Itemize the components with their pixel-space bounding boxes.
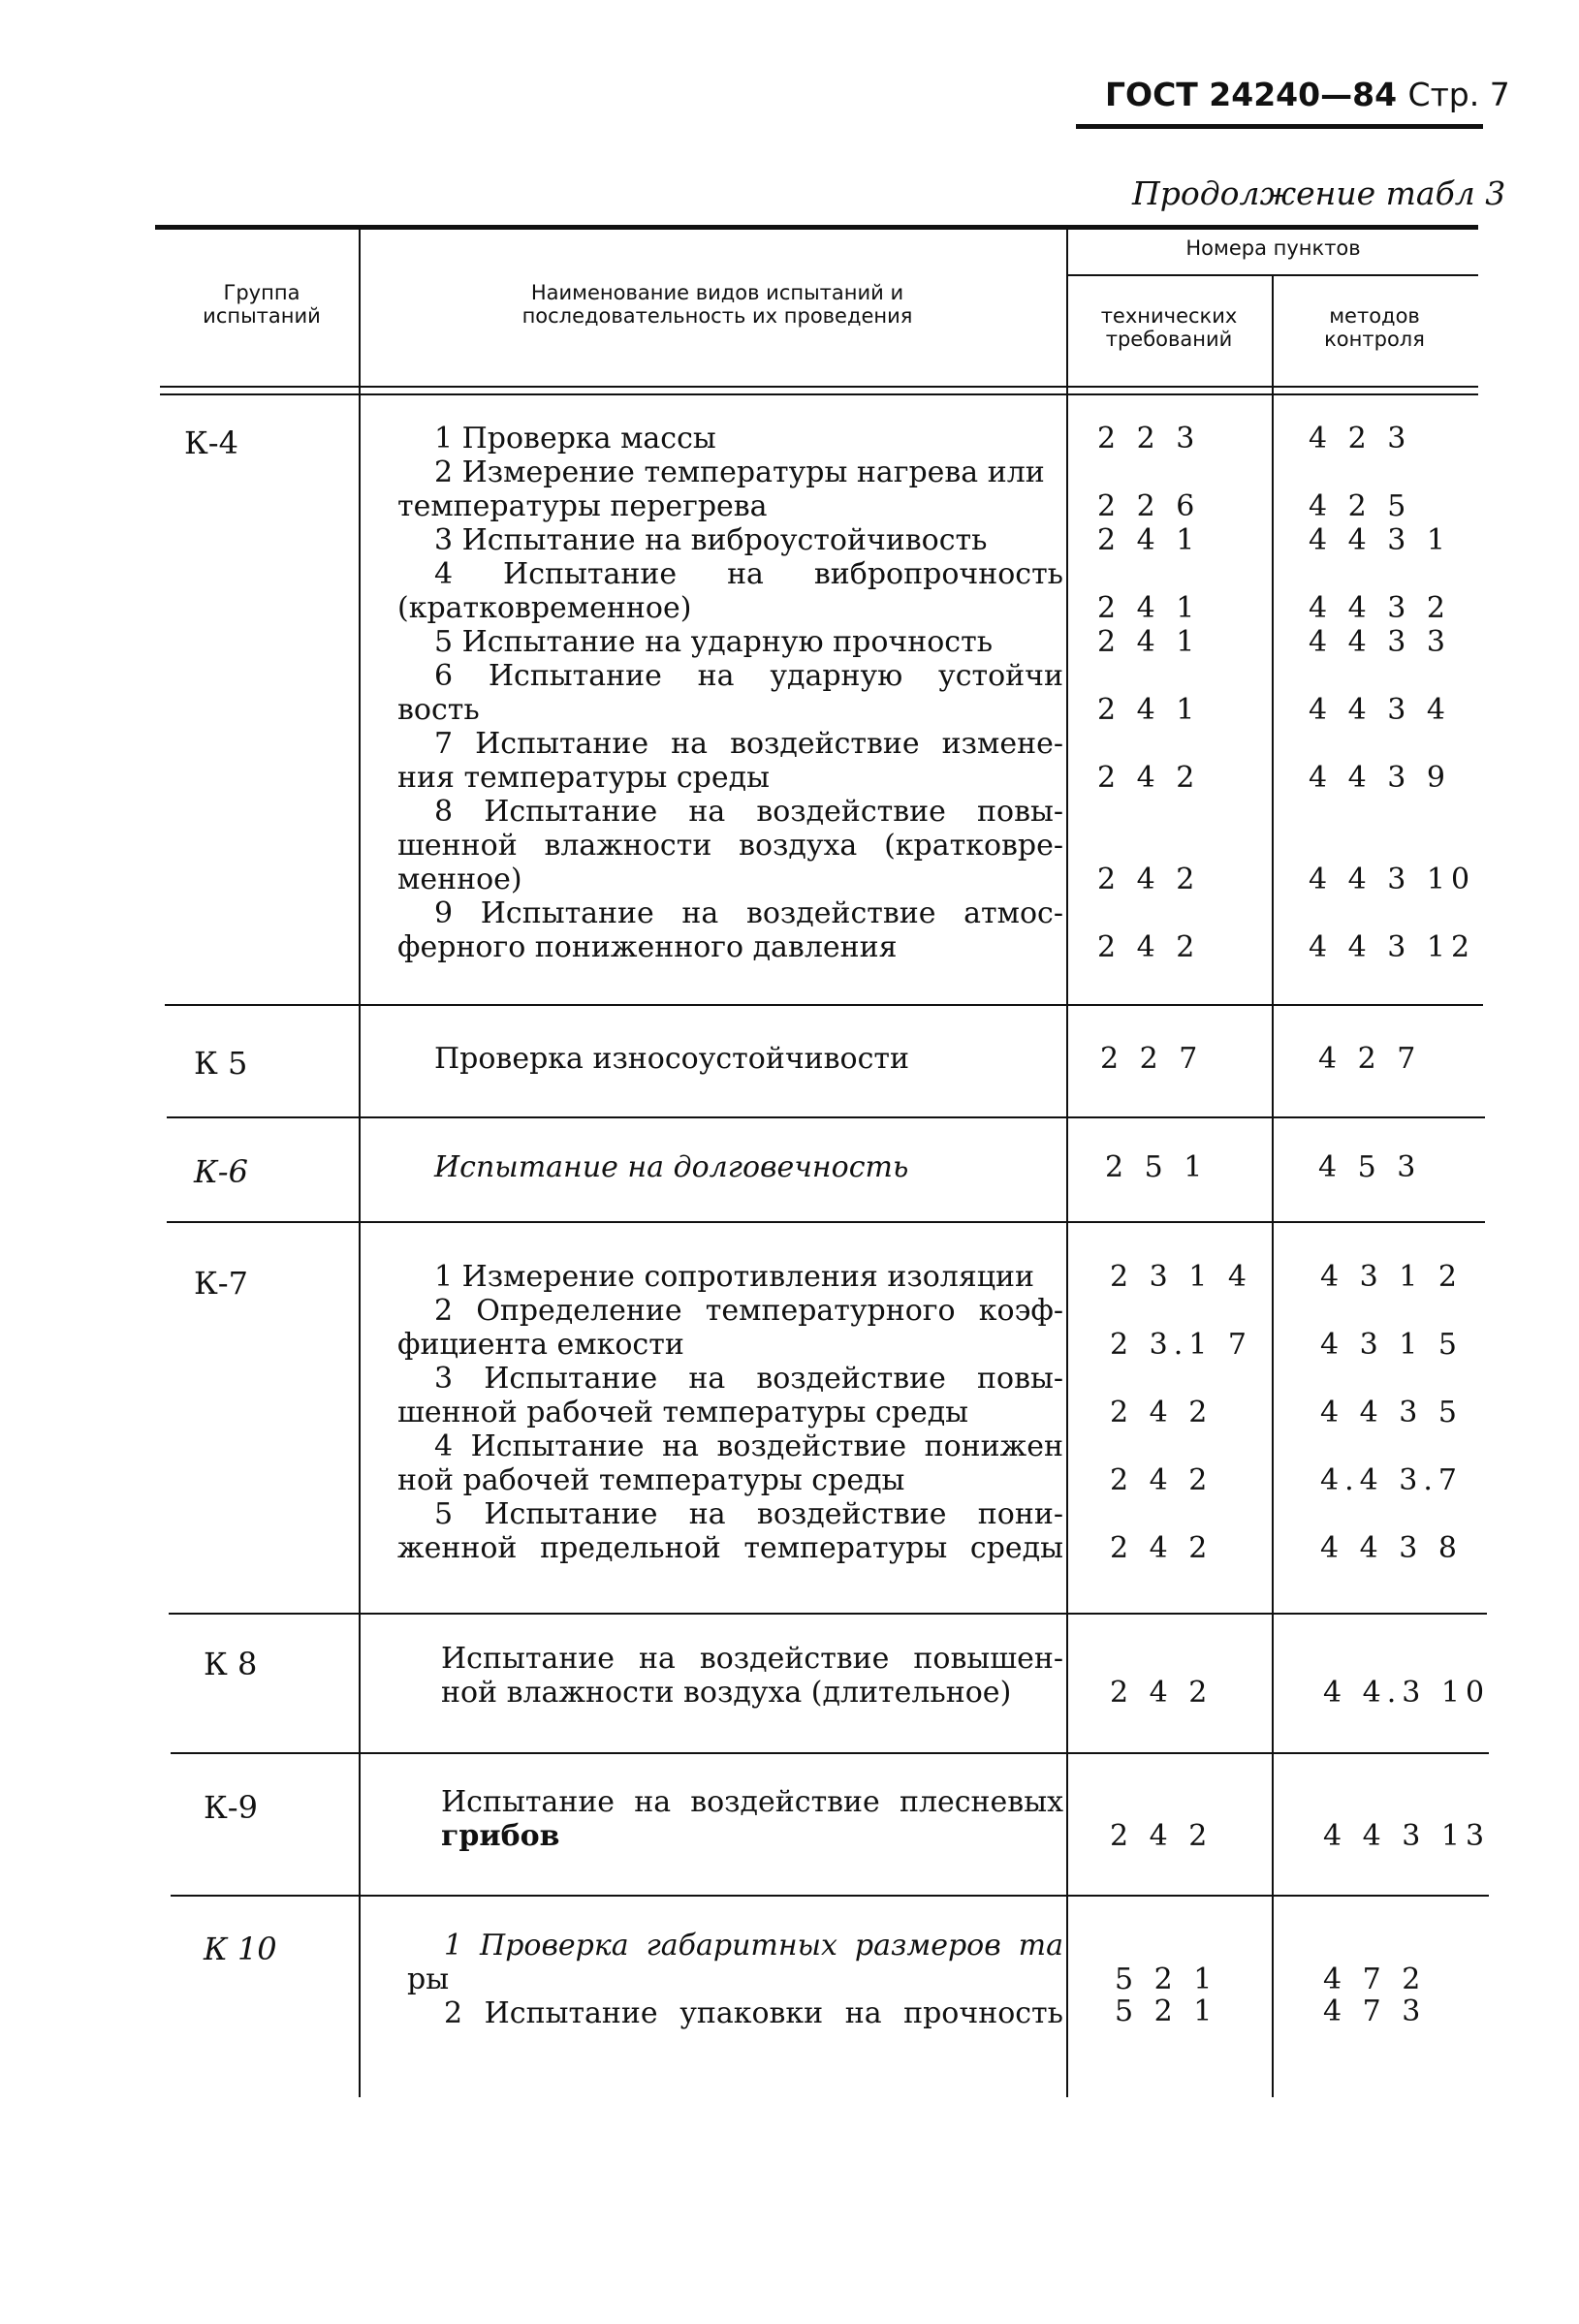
test-description-cell (397, 1150, 1063, 1184)
tech-req-number: 2 4 2 (1110, 1531, 1214, 1565)
method-number: 4 4 3 4 (1309, 693, 1451, 727)
group-cell: К 10 (204, 1931, 277, 1967)
method-number: 4 2 5 (1309, 489, 1412, 523)
test-description-cell (441, 1785, 1063, 1853)
test-line: шенной влажности воздуха (кратковре- (397, 829, 1063, 863)
test-line: фициента емкости (397, 1328, 684, 1362)
method-number: 4 5 3 (1318, 1150, 1422, 1184)
test-line: ферного пониженного давления (397, 930, 898, 964)
test-description-cell (397, 422, 1063, 964)
column-divider-group (359, 227, 361, 2097)
test-line: 8 Испытание на воздействие повы- (434, 795, 1063, 829)
group-cell: К-4 (184, 424, 238, 461)
method-number: 4 3 1 2 (1320, 1260, 1463, 1294)
method-number: 4 4 3 8 (1320, 1531, 1463, 1565)
method-number: 4 4 3 5 (1320, 1396, 1463, 1429)
method-number: 4 4 3 3 (1309, 625, 1451, 659)
tech-req-number: 2 4 2 (1097, 761, 1201, 795)
header-bottom-rule-1 (160, 386, 1478, 388)
tech-req-number: 5 2 1 (1115, 1994, 1218, 2028)
column-header-methods: методов контроля (1324, 304, 1425, 351)
test-line: 9 Испытание на воздействие атмос- (434, 896, 1063, 930)
group-cell: К-9 (204, 1789, 258, 1826)
method-number: 4 4 3 12 (1309, 930, 1476, 964)
test-line: 1 Проверка массы (434, 422, 716, 455)
column-divider-name (1066, 227, 1068, 2097)
method-number: 4 7 2 (1323, 1963, 1427, 1996)
method-number: 4 4 3 13 (1323, 1819, 1491, 1853)
test-line: 2 Определение температурного коэф- (434, 1294, 1063, 1328)
test-line: вость (397, 693, 480, 727)
test-line: 4 Испытание на воздействие понижен (434, 1429, 1063, 1463)
tech-req-number: 2 2 6 (1097, 489, 1201, 523)
tech-req-number: 2 4 2 (1110, 1819, 1214, 1853)
tech-req-number: 2 4 1 (1097, 693, 1201, 727)
column-divider-numbers (1272, 275, 1274, 2097)
test-line: шенной рабочей температуры среды (397, 1396, 969, 1429)
group-cell: К-7 (194, 1265, 248, 1302)
row-separator (167, 1116, 1485, 1118)
column-header-name: Наименование видов испытаний и последовательность их проведения (521, 281, 913, 328)
method-number: 4 7 3 (1323, 1994, 1427, 2028)
tech-req-number: 2 4 1 (1097, 591, 1201, 625)
test-line: 5 Испытание на воздействие пони- (434, 1497, 1063, 1531)
page-header (1105, 76, 1510, 113)
group-cell: К 5 (194, 1045, 248, 1082)
test-line: температуры перегрева (397, 489, 768, 523)
test-line: Испытание на долговечность (434, 1150, 909, 1184)
test-line: ния температуры среды (397, 761, 770, 795)
group-cell: К-6 (194, 1153, 248, 1190)
method-number: 4 4 3 9 (1309, 761, 1451, 795)
header-rule (1076, 124, 1483, 129)
test-line: женной предельной температуры среды (397, 1531, 1063, 1565)
test-description-cell (397, 1260, 1063, 1565)
row-separator (169, 1613, 1487, 1615)
column-header-numbers: Номера пунктов (1185, 236, 1361, 260)
method-number: 4.4 3.7 (1320, 1463, 1463, 1497)
tech-req-number: 2 2 3 (1097, 422, 1201, 455)
test-line: 1 Измерение сопротивления изоляции (434, 1260, 1035, 1294)
test-description-cell (407, 1929, 1063, 2030)
method-number: 4 2 3 (1309, 422, 1412, 455)
header-bottom-rule-2 (160, 393, 1478, 395)
tech-req-number: 2 4 2 (1110, 1676, 1214, 1710)
test-line: ной влажности воздуха (длительное) (441, 1676, 1012, 1710)
table-top-rule (155, 225, 1478, 230)
tech-req-number: 2 4 2 (1097, 930, 1201, 964)
tech-req-number: 2 4 2 (1097, 863, 1201, 896)
group-cell: К 8 (204, 1646, 258, 1682)
page-number: Стр. 7 (1407, 76, 1510, 113)
test-line: 6 Испытание на ударную устойчи (434, 659, 1063, 693)
test-description-cell (397, 1042, 1063, 1076)
method-number: 4 4.3 10 (1323, 1676, 1491, 1710)
row-separator (171, 1752, 1489, 1754)
column-header-group: Группа испытаний (203, 281, 321, 328)
tech-req-number: 5 2 1 (1115, 1963, 1218, 1996)
test-line: 4 Испытание на вибропрочность (434, 557, 1063, 591)
tech-req-number: 2 3 1 4 (1110, 1260, 1252, 1294)
test-line: Проверка износоустойчивости (434, 1042, 910, 1076)
tech-req-number: 2 4 2 (1110, 1396, 1214, 1429)
tech-req-number: 2 4 1 (1097, 523, 1201, 557)
test-line: 7 Испытание на воздействие измене- (434, 727, 1063, 761)
test-line: грибов (441, 1819, 560, 1853)
test-line: Испытание на воздействие плесневых (441, 1785, 1063, 1819)
test-line: Испытание на воздействие повышен- (441, 1642, 1063, 1676)
method-number: 4 2 7 (1318, 1042, 1422, 1076)
method-number: 4 4 3 2 (1309, 591, 1451, 625)
test-line: 3 Испытание на воздействие повы- (434, 1362, 1063, 1396)
test-line: 1 Проверка габаритных размеров та (444, 1929, 1063, 1963)
row-separator (171, 1895, 1489, 1897)
test-line: ной рабочей температуры среды (397, 1463, 905, 1497)
tech-req-number: 2 4 2 (1110, 1463, 1214, 1497)
test-line: ры (407, 1963, 450, 1996)
test-line: (кратковременное) (397, 591, 692, 625)
test-line: 3 Испытание на виброустойчивость (434, 523, 988, 557)
test-description-cell (441, 1642, 1063, 1710)
row-separator (167, 1221, 1485, 1223)
test-line: 5 Испытание на ударную прочность (434, 625, 994, 659)
row-separator (165, 1004, 1483, 1006)
table-continuation-caption: Продолжение табл 3 (1132, 174, 1506, 212)
method-number: 4 4 3 10 (1309, 863, 1476, 896)
test-line: 2 Измерение температуры нагрева или (434, 455, 1045, 489)
tech-req-number: 2 4 1 (1097, 625, 1201, 659)
column-header-tech: технических требований (1100, 304, 1238, 351)
tech-req-number: 2 2 7 (1100, 1042, 1204, 1076)
tech-req-number: 2 5 1 (1105, 1150, 1209, 1184)
method-number: 4 4 3 1 (1309, 523, 1451, 557)
test-line: 2 Испытание упаковки на прочность (444, 1996, 1063, 2030)
method-number: 4 3 1 5 (1320, 1328, 1463, 1362)
standard-number: ГОСТ 24240—84 (1105, 76, 1398, 113)
test-line: менное) (397, 863, 522, 896)
tech-req-number: 2 3.1 7 (1110, 1328, 1252, 1362)
